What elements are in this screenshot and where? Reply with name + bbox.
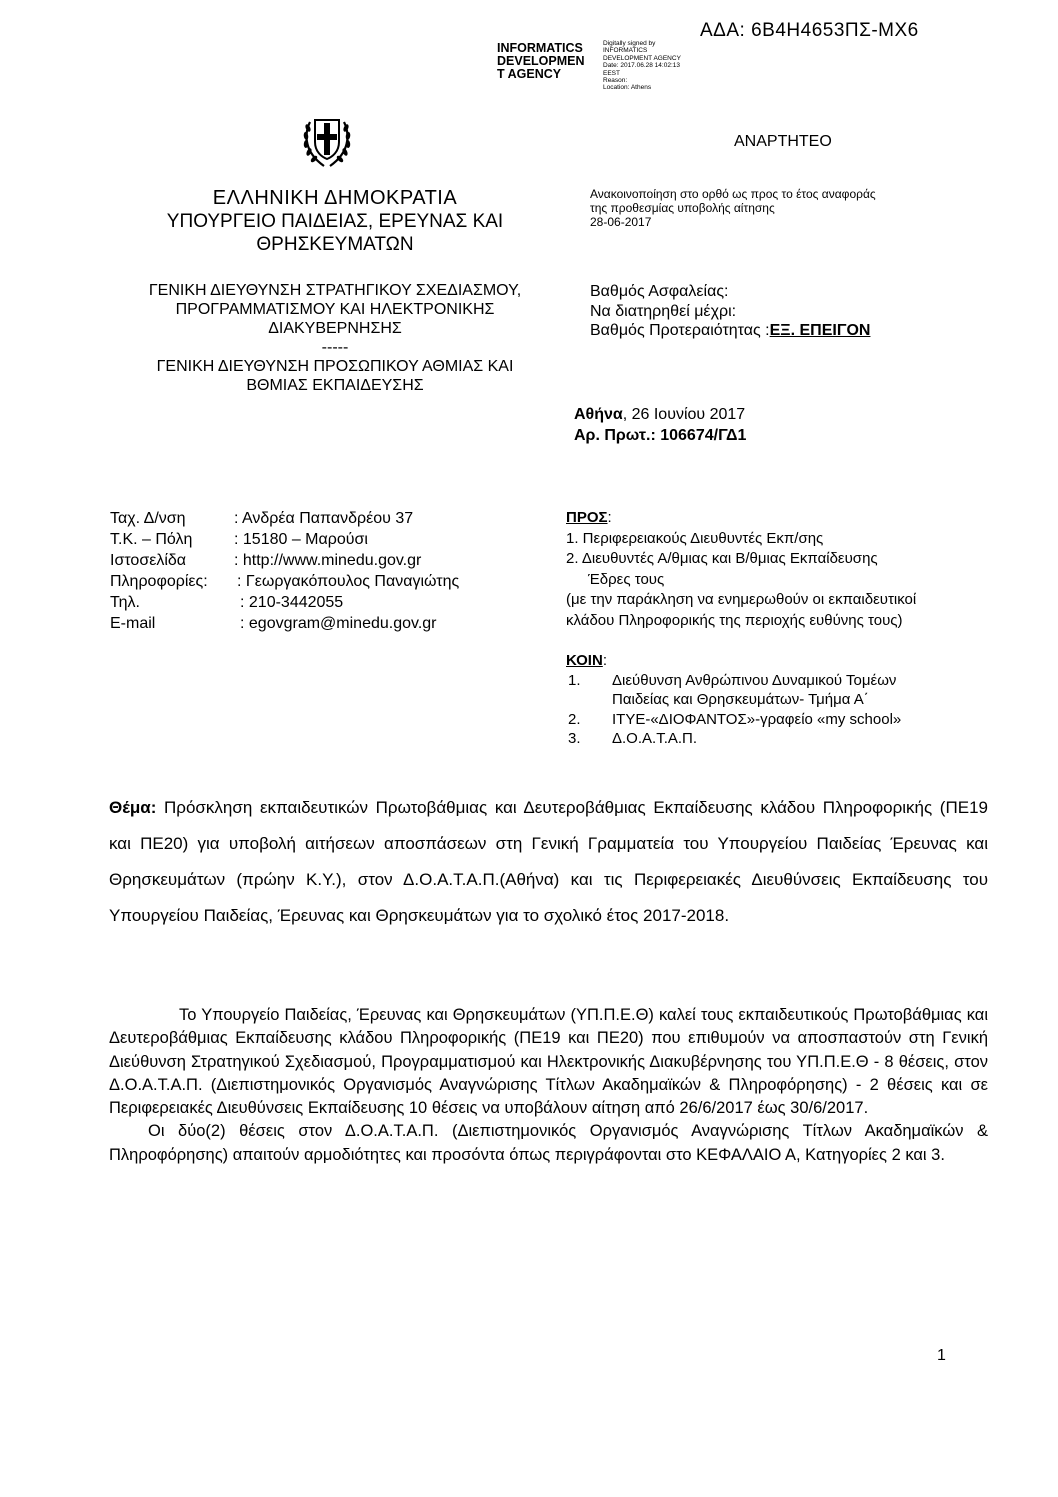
recipient-note: (με την παράκληση να ενημερωθούν οι εκπαιδευτικοί bbox=[566, 591, 917, 608]
body-text bbox=[109, 1004, 988, 1167]
contact-value: : http://www.minedu.gov.gr bbox=[234, 552, 422, 569]
date-text: , 26 Ιουνίου 2017 bbox=[622, 406, 746, 423]
copy-recipients-title-colon: : bbox=[602, 652, 607, 669]
page-number: 1 bbox=[937, 1347, 946, 1364]
copy-recipient-item bbox=[566, 710, 986, 730]
recipients-title-text: ΠΡΟΣ bbox=[566, 509, 608, 526]
signature-detail-line: INFORMATICS bbox=[603, 47, 648, 55]
document-date bbox=[574, 404, 746, 425]
copy-recipient-item bbox=[566, 671, 986, 710]
contact-label: Ταχ. Δ/νση bbox=[110, 510, 186, 527]
body-paragraph: Οι δύο(2) θέσεις στον Δ.Ο.Α.Τ.Α.Π. (Διεπιστημονικός Οργανισμός Αναγνώρισης Τίτλων Ακαδημαϊκών & Πληροφόρησης) απαιτούν αρμοδιότητες και προσόντα όπως περιγράφονται στο ΚΕΦΑΛΑΙΟ Α, Κατηγορίες 2 και 3. bbox=[109, 1122, 988, 1164]
subject-label: Θέμα: bbox=[109, 798, 157, 817]
contact-value: : 15180 – Μαρούσι bbox=[234, 531, 368, 548]
subject bbox=[109, 790, 988, 934]
subject-text: Πρόσκληση εκπαιδευτικών Πρωτοβάθμιας και Δευτεροβάθμιας Εκπαίδευσης κλάδου Πληροφορικής (ΠΕ19 και ΠΕ20) για υποβολή αιτήσεων αποσπάσεων στη Γενική Γραμματεία του Υπουργείου Παιδείας Έρευνας και Θρησκευμάτων (πρώην Κ.Υ.), στον Δ.Ο.Α.Τ.Α.Π.(Αθήνα) και τις Περιφερειακές Διευθύνσεις Εκπαίδευσης του Υπουργείου Παιδείας, Έρευνας και Θρησκευμάτων για το σχολικό έτος 2017-2018. bbox=[109, 798, 988, 925]
classification-block bbox=[590, 282, 920, 341]
signature-org-line: INFORMATICS bbox=[497, 41, 583, 55]
priority-label: Βαθμός Προτεραιότητας : bbox=[590, 322, 770, 339]
directorate-line: ΠΡΟΓΡΑΜΜΑΤΙΣΜΟΥ ΚΑΙ ΗΛΕΚΤΡΟΝΙΚΗΣ bbox=[175, 301, 495, 318]
copy-recipient-text: Παιδείας και Θρησκευμάτων- Τμήμα Α΄ bbox=[612, 691, 869, 708]
ada-code: ΑΔΑ: 6Β4Η4653ΠΣ-ΜΧ6 bbox=[700, 20, 919, 41]
signature-details bbox=[603, 40, 713, 92]
recipients-block bbox=[566, 508, 986, 631]
directorate-line: ΓΕΝΙΚΗ ΔΙΕΥΘΥΝΣΗ ΣΤΡΑΤΗΓΙΚΟΥ ΣΧΕΔΙΑΣΜΟΥ, bbox=[148, 282, 522, 299]
greek-coat-of-arms-icon bbox=[302, 112, 352, 170]
reissue-note-line: της προθεσμίας υποβολής αίτησης bbox=[590, 201, 775, 215]
contact-value: : Γεωργακόπουλος Παναγιώτης bbox=[237, 573, 460, 590]
reissue-note bbox=[590, 187, 910, 229]
copy-recipient-item bbox=[566, 729, 986, 749]
copy-recipients-block bbox=[566, 651, 986, 749]
copy-recipient-number: 1. bbox=[568, 671, 581, 689]
recipient-note: κλάδου Πληροφορικής της περιοχής ευθύνης τους) bbox=[566, 611, 903, 629]
directorate-line: ΓΕΝΙΚΗ ΔΙΕΥΘΥΝΣΗ ΠΡΟΣΩΠΙΚΟΥ ΑΘΜΙΑΣ ΚΑΙ bbox=[156, 358, 514, 375]
signature-detail-line: DEVELOPMENT AGENCY bbox=[603, 54, 681, 62]
posting-notice: ΑΝΑΡΤΗΤΕΟ bbox=[734, 133, 832, 150]
signature-org-line: T AGENCY bbox=[497, 67, 562, 81]
copy-recipient-number: 2. bbox=[568, 710, 581, 728]
date-block bbox=[574, 404, 746, 446]
copy-recipient-number: 3. bbox=[568, 730, 581, 747]
contact-label: Πληροφορίες: bbox=[110, 573, 208, 590]
directorate-line: ΒΘΜΙΑΣ ΕΚΠΑΙΔΕΥΣΗΣ bbox=[246, 377, 424, 394]
signature-detail-line: Reason: bbox=[603, 77, 628, 85]
signature-detail-line: Digitally signed by bbox=[603, 40, 656, 47]
recipients-title bbox=[566, 508, 986, 529]
retention-period: Να διατηρηθεί μέχρι: bbox=[590, 302, 737, 320]
contact-label: E-mail bbox=[110, 615, 156, 632]
copy-recipient-text: ΙΤΥΕ-«ΔΙΟΦΑΝΤΟΣ»-γραφείο «my school» bbox=[612, 710, 902, 728]
copy-recipient-text: Δ.Ο.Α.Τ.Α.Π. bbox=[612, 730, 698, 747]
directorate-separator: ----- bbox=[321, 339, 349, 356]
signature-detail-line: Location: Athens bbox=[603, 84, 652, 92]
recipient-item: 1. Περιφερειακούς Διευθυντές Εκπ/σης bbox=[566, 529, 824, 547]
priority-level bbox=[590, 321, 920, 341]
copy-recipients-title bbox=[566, 651, 986, 671]
contact-label: Ιστοσελίδα bbox=[110, 552, 187, 569]
contact-label: Τηλ. bbox=[110, 594, 140, 611]
recipients-title-colon: : bbox=[607, 509, 612, 526]
signature-detail-line: EEST bbox=[603, 69, 620, 77]
ministry-header bbox=[145, 187, 525, 256]
general-directorates bbox=[100, 281, 570, 395]
priority-value: ΕΞ. ΕΠΕΙΓΟΝ bbox=[769, 322, 871, 339]
protocol-number bbox=[574, 425, 746, 446]
city: Αθήνα bbox=[574, 406, 623, 423]
contact-label: Τ.Κ. – Πόλη bbox=[110, 531, 193, 548]
signature-org-line: DEVELOPMEN bbox=[497, 54, 585, 68]
copy-recipients-title-text: ΚΟΙΝ bbox=[566, 652, 603, 669]
security-level: Βαθμός Ασφαλείας: bbox=[590, 283, 729, 300]
reissue-note-line: Ανακοινοποίηση στο ορθό ως προς το έτος αναφοράς bbox=[590, 187, 876, 201]
body-paragraph: Το Υπουργείο Παιδείας, Έρευνας και Θρησκευμάτων (ΥΠ.Π.Ε.Θ) καλεί τους εκπαιδευτικούς Πρωτοβάθμιας και Δευτεροβάθμιας Εκπαίδευσης κλάδου Πληροφορικής (ΠΕ19 και ΠΕ20) που επιθυμούν να αποσπαστούν στη Γενική Διεύθυνση Στρατηγικού Σχεδιασμού, Προγραμματισμού και Ηλεκτρονικής Διακυβέρνησης του ΥΠ.Π.Ε.Θ - 8 θέσεις, στον Δ.Ο.Α.Τ.Α.Π. (Διεπιστημονικός Οργανισμός Αναγνώρισης Τίτλων Ακαδημαϊκών & Πληροφόρησης) - 2 θέσεις και σε Περιφερειακές Διευθύνσεις Εκπαίδευσης 10 θέσεις να υποβάλουν αίτηση από 26/6/2017 έως 30/6/2017. bbox=[109, 1006, 988, 1118]
directorate-line: ΔΙΑΚΥΒΕΡΝΗΣΗΣ bbox=[268, 320, 402, 337]
contact-value: : 210-3442055 bbox=[240, 594, 344, 611]
republic-title: ΕΛΛΗΝΙΚΗ ΔΗΜΟΚΡΑΤΙΑ bbox=[212, 187, 458, 209]
recipient-item: 2. Διευθυντές Α/θμιας και Β/θμιας Εκπαίδευσης bbox=[566, 550, 878, 567]
ministry-name-line: ΘΡΗΣΚΕΥΜΑΤΩΝ bbox=[256, 234, 414, 255]
reissue-note-date: 28-06-2017 bbox=[590, 215, 652, 229]
ministry-name-line: ΥΠΟΥΡΓΕΙΟ ΠΑΙΔΕΙΑΣ, ΕΡΕΥΝΑΣ ΚΑΙ bbox=[166, 211, 504, 232]
contact-value: : Ανδρέα Παπανδρέου 37 bbox=[234, 510, 414, 527]
protocol-label: Αρ. Πρωτ.: 106674/ΓΔ1 bbox=[574, 427, 747, 444]
signature-detail-line: Date: 2017.06.28 14:02:13 bbox=[603, 62, 680, 70]
contact-value: : egovgram@minedu.gov.gr bbox=[240, 615, 437, 632]
recipient-note: Έδρες τους bbox=[588, 570, 665, 588]
signature-organization bbox=[497, 42, 607, 81]
copy-recipient-text: Διεύθυνση Ανθρώπινου Δυναμικού Τομέων bbox=[612, 671, 897, 689]
